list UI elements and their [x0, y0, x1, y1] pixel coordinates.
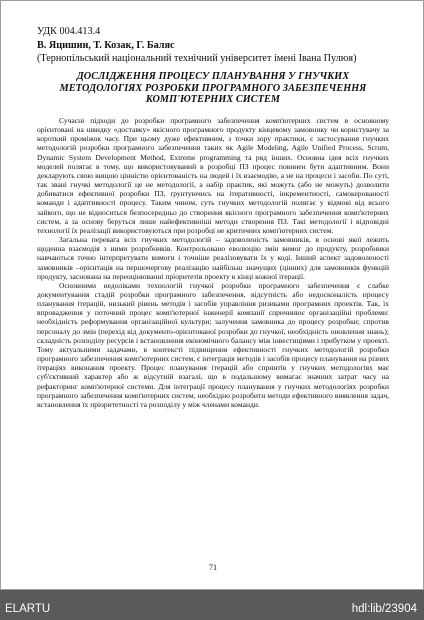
- paragraph: Основними недоліками технологій гнучкої розробки програмного забезпечення є слабке документування стадій розробки програмного забезпечення, відсутність або недосконалість процесу планування ітерацій, низький рівень методів і засобів управління ризиками програмних проектів. Так, їх впровадження у поточний процес комп'ютерної інженерії компанії спричинює організаційні проблеми: необхідність реформування організаційної культури; залучення замовника до процесу розробки; спротив персоналу до змін (перехід від документо-орієнтованої розробки до гнучкої, необхідність оновлення знань); складність розподілу ресурсів і встановлення економічного балансу між інвестиціями і прибутком у проекті. Тому актуальними задачами, в контексті підвищення ефективності гнучких методологій розробки програмного забезпечення комп'ютерних систем, є інтеграція методів і засобів процесу планування на різних ітераціях виконання проекту. Процес планування ітерацій або спринтів у гнучких методологіях має суб'єктивний характер або ж відсутній взагалі, що в подальшому вимагає значних затрат часу на рефакторинг комп'ютерної системи. Для інтеграції процесу планування у гнучких методологіях розробки програмного забезпечення комп'ютерних систем, необхідно розробити методи ефективного виявлення задач, встановлення їх пріоритетності та розподілу у між членами команди.: [37, 280, 389, 409]
- paper-body: [37, 116, 389, 409]
- udk-code: УДК 004.413.4: [37, 26, 101, 37]
- authors: В. Яцишин, Т. Козак, Г. Баляс: [37, 40, 175, 51]
- viewer-footer-bar: [0, 590, 424, 620]
- page-number: 71: [208, 563, 218, 572]
- paragraph: Сучасні підходи до розробки програмного забезпечення комп'ютерних систем в основному орієнтовані на швидку «доставку» якісного програмного продукту кінцевому замовнику чи користувачу за короткий проміжок часу. При цьому дуже ефективним, з точки зору практики, є застосування гнучких методологій розробки програмного забезпечення таких як Agile Modeling, Agile Unified Process, Scrum, Dynamic System Development Method, Extreme programming та ряд інших. Основна ідея всіх гнучких моделей полягає в тому, що використовуваний в розробці ПЗ процес повинен бути адаптивним. Вони декларують свою вищою цінністю орієнтованість на людей і їх взаємодію, а не на процеси і засоби. По суті, так звані гнучкі методології це не методології, а набір практик, які можуть (або не можуть) дозволити добиватися ефективної розробки ПЗ, ґрунтуючись на ітеративності, інкрементності, самокерованості команди і адаптивності процесу. Таким чином, суть гнучких методологій полягає у відмові від всього зайвого, що не відноситься безпосередньо до створення якісного програмного забезпечення комп'ютерних систем, а за основу беруться лише найефективніші методи створення ПЗ. Такі методології і відповідні технології їх реалізації використовуються при розробці не критичних комп'ютерних систем.: [37, 116, 389, 235]
- paragraph: Загальна перевага всіх гнучких методологій – задоволеність замовників, в основі якої лежить щоденна взаємодія з ними розробників. Контрольовано еволюцію змін вимог до продукту, розробники навчаються точно інтерпретувати вимоги і точніше реалізовувати їх у коді. Інший аспект задоволеності замовників –орієнтація на першочергову реалізацію найбільш значущих (цінних) для замовників функцій продукту, заснована на переоцінюванні пріоритетів проекту в кінці кожної ітерації.: [37, 235, 389, 281]
- handle-label[interactable]: hdl:lib/23904: [351, 603, 417, 615]
- repository-label[interactable]: ELARTU: [5, 603, 51, 615]
- affiliation: (Тернопільський національний технічний університет імені Івана Пулюя): [37, 53, 357, 64]
- paper-title: ДОСЛІДЖЕННЯ ПРОЦЕСУ ПЛАНУВАННЯ У ГНУЧКИХ МЕТОДОЛОГІЯХ РОЗРОБКИ ПРОГРАМНОГО ЗАБЕЗПЕЧЕННЯ КОМП'ЮТЕРНИХ СИСТЕМ: [59, 71, 367, 105]
